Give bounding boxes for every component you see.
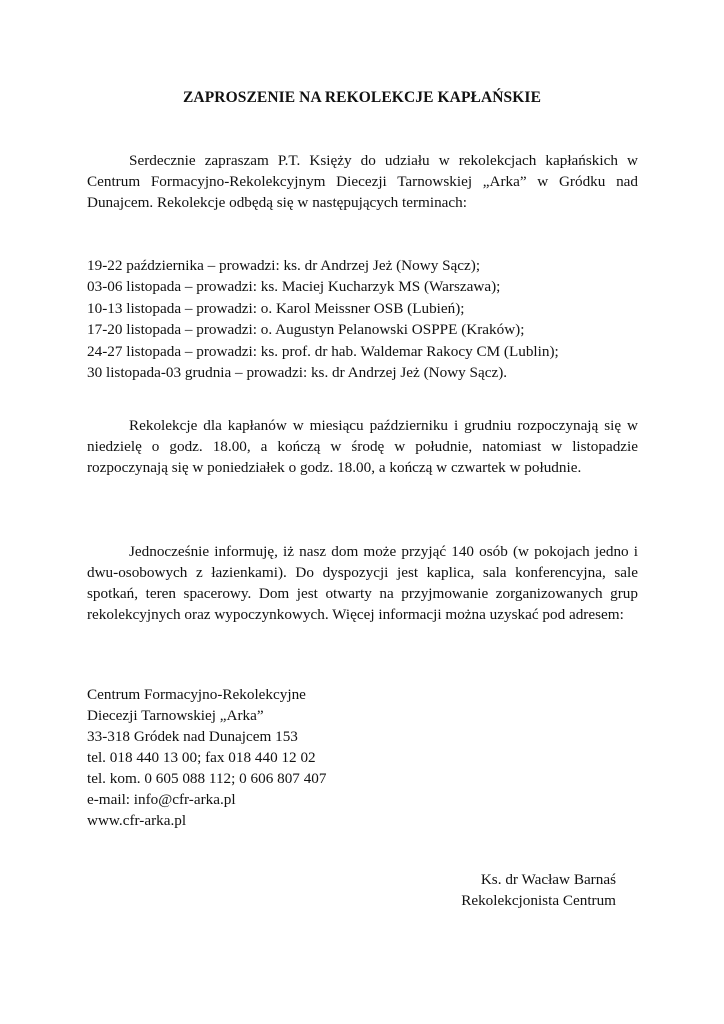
info-paragraph: Jednocześnie informuję, iż nasz dom może przyjąć 140 osób (w pokojach jedno i dwu-osobowych z łazienkami). Do dyspozycji jest kaplica, sala konferencyjna, sale spotkań, teren spacerowy. Dom jest otwarty na przyjmowanie zorganizowanych grup rekolekcyjnych oraz wypoczynkowych. Więcej informacji można uzyskać pod adresem: xyxy=(87,543,638,623)
signature-block xyxy=(461,869,616,911)
phone-fax-line: tel. 018 440 13 00; fax 018 440 12 02 xyxy=(87,749,316,766)
schedule-item: 30 listopada-03 grudnia – prowadzi: ks. dr Andrzej Jeż (Nowy Sącz). xyxy=(87,364,508,382)
signatory-role: Rekolekcjonista Centrum xyxy=(461,892,616,909)
address-line: 33-318 Gródek nad Dunajcem 153 xyxy=(87,728,298,745)
schedule-item: 03-06 listopada – prowadzi: ks. Maciej Kucharzyk MS (Warszawa); xyxy=(87,278,501,296)
schedule-item: 24-27 listopada – prowadzi: ks. prof. dr hab. Waldemar Rakocy CM (Lublin); xyxy=(87,342,559,360)
document-title: ZAPROSZENIE NA REKOLEKCJE KAPŁAŃSKIE xyxy=(182,89,542,106)
address-line: Centrum Formacyjno-Rekolekcyjne xyxy=(87,686,306,703)
schedule-item: 10-13 listopada – prowadzi: o. Karol Meissner OSB (Lubień); xyxy=(87,299,465,317)
retreat-schedule-list xyxy=(87,255,647,383)
mobile-phone-line: tel. kom. 0 605 088 112; 0 606 807 407 xyxy=(87,770,327,787)
schedule-item: 17-20 listopada – prowadzi: o. Augustyn Pelanowski OSPPE (Kraków); xyxy=(87,321,525,339)
email-line: e-mail: info@cfr-arka.pl xyxy=(87,791,236,808)
website-line: www.cfr-arka.pl xyxy=(87,812,187,829)
intro-paragraph: Serdecznie zapraszam P.T. Księży do udziału w rekolekcjach kapłańskich w Centrum Formacyjno-Rekolekcyjnym Diecezji Tarnowskiej „Arka” w Gródku nad Dunajcem. Rekolekcje odbędą się w następujących terminach: xyxy=(87,152,638,211)
timing-paragraph: Rekolekcje dla kapłanów w miesiącu październiku i grudniu rozpoczynają się w niedzielę o godz. 18.00, a kończą w środę w południe, natomiast w listopadzie rozpoczynają się w poniedziałek o godz. 18.00, a kończą w czwartek w południe. xyxy=(87,417,638,476)
address-line: Diecezji Tarnowskiej „Arka” xyxy=(87,707,264,724)
contact-address xyxy=(87,684,326,831)
signatory-name: Ks. dr Wacław Barnaś xyxy=(480,871,616,888)
schedule-item: 19-22 października – prowadzi: ks. dr Andrzej Jeż (Nowy Sącz); xyxy=(87,257,481,274)
